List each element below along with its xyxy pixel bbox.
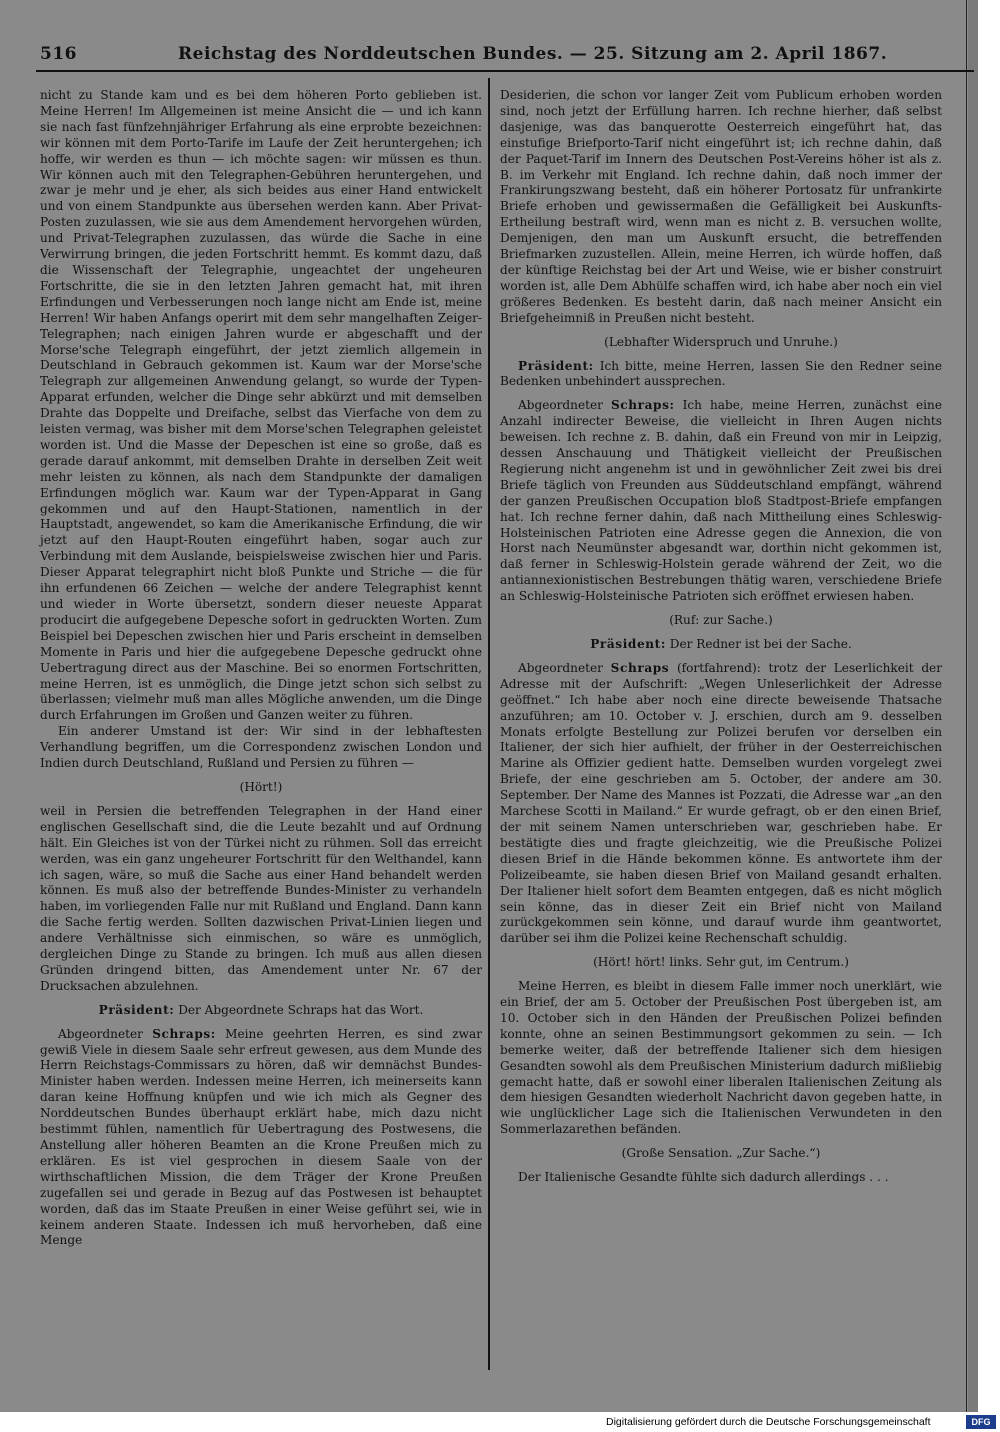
speaker-note: (fortfahrend):	[676, 660, 761, 675]
speaker-line	[40, 1003, 482, 1019]
paragraph	[500, 661, 942, 947]
running-title: Reichstag des Norddeutschen Bundes. — 25. Sitzung am 2. April 1867.	[178, 44, 888, 64]
speaker-name: Schraps:	[152, 1026, 216, 1041]
paragraph: Der Italienische Gesandte fühlte sich dadurch allerdings . . .	[518, 1170, 889, 1185]
paragraph	[40, 1027, 482, 1250]
speaker-name: Präsident:	[590, 637, 666, 651]
speaker-text: Meine geehrten Herren, es sind zwar gewiß Viele in diesem Saale sehr erfreut gewesen, aus dem Munde des Herrn Reichstags-Commissars zu hören, daß wir demnächst Bundes-Minister haben werden. Indessen meine Herren, ich meinerseits kann daran keine Hoffnung knüpfen und wie ich mich als Gegner des Norddeutschen Bundes überhaupt erklärt habe, mich dazu nicht bestimmt fühlen, namentlich für Uebertragung des Postwesens, die Anstellung aller höheren Beamten an die Krone Preußen mich zu erklären. Es ist viel gesprochen in diesem Saale von der wirthschaftlichen Mission, die dem Träger der Krone Preußen zugefallen sei und gerade in Bezug auf das Postwesen ist behauptet worden, daß das im Staate Preußen in einer Weise geführt sei, wie in keinem anderen Staate. Indessen ich muß hervorheben, daß eine Menge	[40, 1026, 482, 1248]
paragraph: nicht zu Stande kam und es bei dem höheren Porto geblieben ist. Meine Herren! Im Allgemeinen ist meine Ansicht die — und ich kann sie nach fast fünfzehnjähriger Erfahrung als eine erprobte bezeichnen: wir können mit dem Porto-Tarife im Laufe der Zeit heruntergehen; ich hoffe, wir werden es thun — ich möchte sagen: wir müssen es thun. Wir können auch mit den Telegraphen-Gebühren heruntergehen, und zwar je mehr und je eher, als sich beides aus einer Hand entwickelt und von einem Standpunkte aus übersehen werden kann. Aber Privat-Posten zuzulassen, wie sie aus dem Amendement hervorgehen würden, und Privat-Telegraphen zuzulassen, das würde die Sache in eine Verwirrung bringen, die jeden Fortschritt hemmt. Es kommt dazu, daß die Wissenschaft der Telegraphie, ungeachtet der ungeheuren Fortschritte, die sie in den letzten Jahren gemacht hat, mit ihren Erfindungen und Verbesserungen noch lange nicht am Ende ist, meine Herren! Wir haben Anfangs operirt mit dem sehr mangelhaften Zeiger-Telegraphen; nach einigen Jahren wurde er abgeschafft und der Morse'sche Telegraph eingeführt, der jetzt ziemlich allgemein in Deutschland in Gebrauch gekommen ist. Kaum war der Morse'sche Telegraph zur allgemeinen Anwendung gelangt, so wurde der Typen-Apparat erfunden, welcher die Dinge sehr abkürzt und mit demselben Drahte das Doppelte und Dreifache, selbst das Vierfache von dem zu leisten vermag, was bisher mit dem Morse'schen Telegraphen geleistet worden ist. Und die Masse der Depeschen ist eine so große, daß es gerade darauf ankommt, mit demselben Drahte in derselben Zeit weit mehr leisten zu können, als nach dem Standpunkte der damaligen Erfindungen möglich war. Kaum war der Typen-Apparat in Gang gekommen und auf den Haupt-Stationen, namentlich in der Hauptstadt, angewendet, so kam die Amerikanische Erfindung, die wir jetzt auf den Haupt-Routen eingeführt haben, sogar auch zur Verbindung mit dem Auslande, beispielsweise zwischen hier und Paris. Dieser Apparat telegraphirt nicht bloß Punkte und Striche — die für ihn erfundenen 66 Zeichen — welche der andere Telegraphist kennt und wieder in Worte übersetzt, sondern dieser neueste Apparat producirt die aufgegebene Depesche sofort in gedruckten Worten. Zum Beispiel bei Depeschen zwischen hier und Paris erscheint in demselben Momente in Paris und hier die aufgegebene Depesche gedruckt ohne Uebertragung direct aus der Maschine. Bei so enormen Fortschritten, meine Herren, ist es unmöglich, die Dinge jetzt schon sich selbst zu überlassen; vielmehr muß man alles Mögliche anwenden, um die Dinge durch Erfahrungen im Großen und Ganzen weiter zu führen.	[40, 88, 482, 723]
speaker-text: Der Abgeordnete Schraps hat das Wort.	[178, 1002, 424, 1017]
speaker-text: Der Redner ist bei der Sache.	[669, 637, 852, 651]
speaker-line	[500, 637, 942, 653]
paragraph: Desiderien, die schon vor langer Zeit vom Publicum erhoben worden sind, noch jetzt der Erfüllung harren. Ich rechne hierher, daß selbst dasjenige, was das banquerotte Oesterreich eingeführt hat, das einstufige Briefporto-Tarif nicht eingeführt ist; ich rechne dahin, daß der Paquet-Tarif im Innern des Deutschen Post-Vereins höher ist als z. B. im Verkehr mit England. Ich rechne dahin, daß noch immer der Frankirungszwang besteht, daß ein höherer Portosatz für unfrankirte Briefe erhoben und gewissermaßen die Gefälligkeit bei Auskunfts-Ertheilung bestraft wird, wenn man es nicht z. B. versuchen wollte, Demjenigen, den man um Auskunft ersucht, die betreffenden Briefmarken zuzustellen. Allein, meine Herren, ich würde hoffen, daß der künftige Reichstag bei der Art und Weise, wie er bisher construirt worden ist, alle Dem Abhülfe schaffen wird, ich habe aber noch ein viel größeres Bedenken. Es besteht darin, daß nach meiner Ansicht ein Briefgeheimniß in Preußen nicht besteht.	[500, 88, 942, 325]
page-number: 516	[40, 44, 77, 64]
interjection: (Hört! hört! links. Sehr gut, im Centrum.)	[593, 955, 849, 970]
speaker-text: Ich bitte, meine Herren, lassen Sie den Redner seine Bedenken unbehindert aussprechen.	[500, 358, 942, 389]
paragraph: weil in Persien die betreffenden Telegraphen in der Hand einer englischen Gesellschaft sind, die die Leute bezahlt und auf Ordnung hält. Ein Gleiches ist von der Türkei nicht zu rühmen. Soll das erreicht werden, was ein ganz ungeheurer Fortschritt für den Welthandel, kann ich sagen, wäre, so muß die Sache aus einer Hand behandelt werden können. Es muß also der betreffende Bundes-Minister zu verhandeln haben, im vorliegenden Falle nur mit Rußland und England. Dann kann die Sache fertig werden. Sollten dazwischen Privat-Linien liegen und andere Verhältnisse sich einmischen, so wäre es unmöglich, dergleichen Dinge zu Stande zu bringen. Ich muß aus allen diesen Gründen dringend bitten, das Amendement unter Nr. 67 der Drucksachen abzulehnen.	[40, 803, 482, 993]
speaker-text: Ich habe, meine Herren, zunächst eine Anzahl indirecter Beweise, die vielleicht in Ihren Augen nichts beweisen. Ich rechne z. B. dahin, daß ein Freund von mir in Leipzig, dessen Anschauung und Thätigkeit vielleicht der Preußischen Regierung nicht angenehm ist und in gewöhnlicher Zeit zwei bis drei Briefe täglich von Freunden aus Süddeutschland empfängt, während der ganzen Preußischen Occupation bloß Stadtpost-Briefe empfangen hat. Ich rechne ferner dahin, daß nach Mittheilung eines Schleswig-Holsteinischen Patrioten eine Adresse gegen die Annexion, die von Horst nach Neumünster abgesandt war, dorthin nicht gekommen ist, daß ferner in Schleswig-Holstein gerade während der Zeit, wo die antiannexionistischen Bestrebungen thätig waren, verschiedene Briefe an Schleswig-Holsteinische Patrioten sich eröffnet erwiesen haben.	[500, 398, 942, 604]
digitization-credit: Digitalisierung gefördert durch die Deutsche Forschungsgemeinschaft	[606, 1416, 931, 1428]
interjection: (Lebhafter Widerspruch und Unruhe.)	[604, 334, 838, 349]
left-column	[40, 88, 482, 1249]
speaker-name: Schraps:	[610, 398, 675, 413]
interjection: (Große Sensation. „Zur Sache.“)	[621, 1146, 821, 1161]
speaker-text: trotz der Leserlichkeit der Adresse mit der Aufschrift: „Wegen Unleserlichkeit der Adresse geöffnet.“ Ich habe aber noch eine directe beweisende Thatsache anzuführen; am 10. October v. J. erschien, durch am 9. desselben Monats erfolgte Bestellung zur Polizei berufen vor derselben ein Italiener, der sich hier aufhielt, der früher in der Oesterreichischen Marine als Offizier gedient hatte. Demselben wurden vorgelegt zwei Briefe, der eine geschrieben am 5. October, der andere am 30. September. Der Name des Mannes ist Pozzati, die Adresse war „an den Marchese Scotti in Mailand.“ Er wurde gefragt, ob er den einen Brief, der mit seinem Namen unterschrieben war, geschrieben habe. Er bestätigte dies und fragte gleichzeitig, wie die Preußische Polizei diesen Brief in die Hände bekommen könne. Es antwortete ihm der Polizeibeamte, sie haben diesen Brief von Mailand gesandt erhalten. Der Italiener hielt sofort dem Beamten entgegen, daß es nicht möglich sein könne, das in dieser Zeit ein Brief nicht von Mailand zurückgekommen sein könne, und darauf wurde ihm geantwortet, darüber sei ihm die Polizei keine Rechenschaft schuldig.	[500, 660, 942, 946]
right-column	[500, 88, 942, 1186]
paragraph: Ein anderer Umstand ist der: Wir sind in der lebhaftesten Verhandlung begriffen, um die Correspondenz zwischen London und Indien durch Deutschland, Rußland und Persien zu führen —	[40, 724, 482, 771]
paragraph	[500, 398, 942, 605]
header-rule	[36, 70, 974, 72]
speaker-role: Abgeordneter	[58, 1026, 143, 1041]
speaker-role: Abgeordneter	[518, 398, 603, 413]
speaker-role: Abgeordneter	[518, 660, 603, 675]
interjection: (Ruf: zur Sache.)	[669, 613, 773, 628]
page-edge-line	[966, 0, 967, 1412]
paragraph: Meine Herren, es bleibt in diesem Falle immer noch unerklärt, wie ein Brief, der am 5. October der Preußischen Post übergeben ist, am 10. October sich in den Händen der Preußischen Polizei befinden konnte, ohne an seinen Bestimmungsort gekommen zu sein. — Ich bemerke weiter, daß der betreffende Italiener sich dem hiesigen Gesandten sowohl als dem Preußischen Ministerium dadurch mißliebig gemacht hatte, daß er sowohl einer liberalen Italienischen Zeitung als dem hiesigen Gesandten wiederholt Nachricht davon gegeben hatte, in wie unglücklicher Lage sich die Italienischen Verwundeten in den Sommerlazarethen befänden.	[500, 979, 942, 1137]
page-header	[40, 44, 972, 70]
page-edge	[968, 0, 978, 1412]
speaker-name: Schraps	[610, 660, 670, 675]
speaker-name: Präsident:	[98, 1002, 175, 1017]
dfg-logo[interactable]: DFG	[966, 1415, 996, 1429]
interjection: (Hört!)	[239, 779, 283, 794]
paragraph	[500, 359, 942, 391]
speaker-name: Präsident:	[518, 358, 594, 373]
column-rule	[488, 78, 490, 1370]
